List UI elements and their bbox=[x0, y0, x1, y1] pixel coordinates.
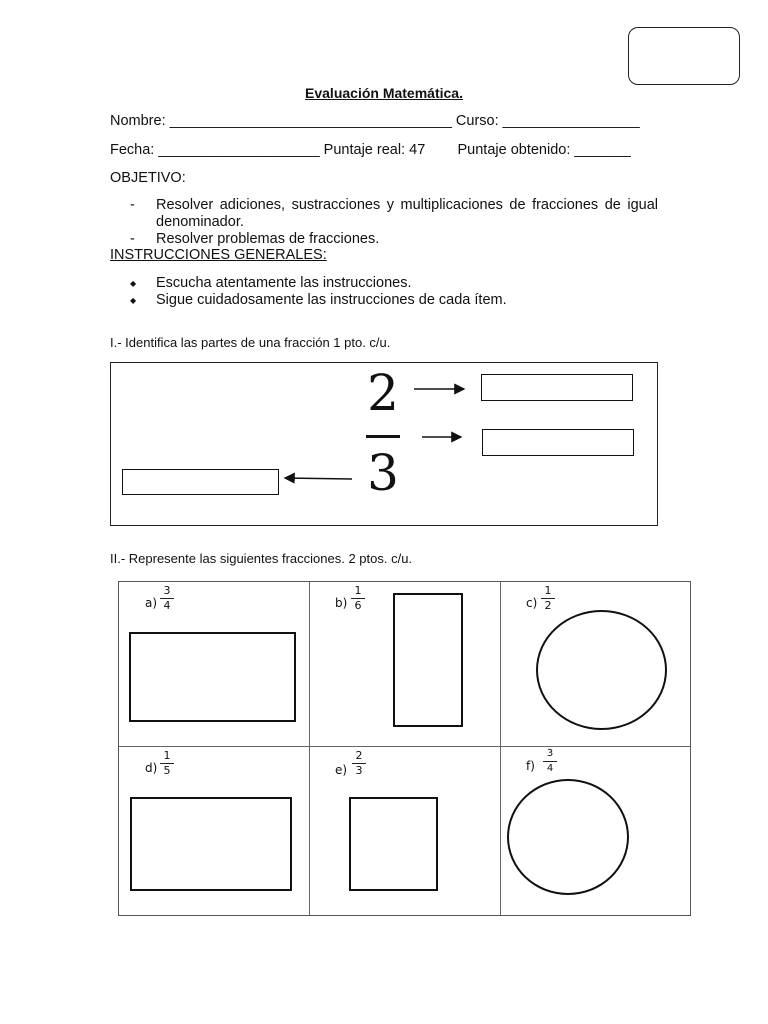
square-shape[interactable] bbox=[349, 797, 438, 891]
circle-shape[interactable] bbox=[536, 610, 667, 730]
dash-marker: - bbox=[130, 231, 135, 247]
curso-field[interactable]: _________________ bbox=[502, 113, 640, 129]
fraction-den: 4 bbox=[163, 599, 171, 612]
grid-cell-b bbox=[310, 582, 500, 746]
fraction-num: 1 bbox=[544, 584, 552, 597]
puntaje-obtenido-label: Puntaje obtenido: bbox=[425, 142, 575, 158]
grid-cell-c bbox=[501, 582, 691, 746]
item-label: e) bbox=[335, 763, 348, 777]
curso-label: Curso: bbox=[451, 113, 503, 129]
item-label: c) bbox=[526, 596, 538, 610]
instrucciones-item-text: Escucha atentamente las instrucciones. bbox=[156, 275, 412, 291]
nombre-label: Nombre: bbox=[110, 113, 170, 129]
section-1-heading: I.- Identifica las partes de una fracción 1 pto. c/u. bbox=[110, 335, 391, 350]
instrucciones-item-text: Sigue cuidadosamente las instrucciones de cada ítem. bbox=[156, 292, 507, 308]
diamond-bullet-icon: ◆ bbox=[130, 296, 137, 305]
denominator-answer-box[interactable] bbox=[122, 469, 279, 495]
item-fraction bbox=[160, 750, 174, 777]
fraction-num: 3 bbox=[546, 748, 554, 759]
fraction-num: 1 bbox=[163, 749, 171, 762]
rectangle-shape[interactable] bbox=[130, 797, 292, 891]
bar-answer-box[interactable] bbox=[482, 429, 634, 456]
fraction-den: 3 bbox=[355, 764, 363, 777]
item-fraction bbox=[541, 585, 555, 612]
objetivo-heading: OBJETIVO: bbox=[110, 170, 186, 186]
item-label: b) bbox=[335, 596, 348, 610]
puntaje-real: Puntaje real: 47 bbox=[319, 142, 426, 158]
grid-cell-d bbox=[119, 747, 309, 915]
fraction-num: 1 bbox=[354, 584, 362, 597]
item-fraction bbox=[160, 585, 174, 612]
fraction-den: 5 bbox=[163, 764, 171, 777]
item-label: d) bbox=[145, 761, 158, 775]
item-label: a) bbox=[145, 596, 158, 610]
dash-marker: - bbox=[130, 197, 135, 213]
fraction-den: 2 bbox=[544, 599, 552, 612]
fraction-num: 2 bbox=[355, 749, 363, 762]
item-fraction bbox=[352, 750, 366, 777]
numerator-answer-box[interactable] bbox=[481, 374, 633, 401]
nombre-field[interactable]: ___________________________________ bbox=[169, 113, 452, 129]
circle-shape[interactable] bbox=[507, 779, 629, 895]
fraction-denominator: 3 bbox=[367, 444, 399, 502]
puntaje-obtenido-field[interactable]: _______ bbox=[574, 142, 631, 158]
instrucciones-heading: INSTRUCCIONES GENERALES: bbox=[110, 247, 327, 263]
diamond-bullet-icon: ◆ bbox=[130, 279, 137, 288]
item-fraction bbox=[543, 748, 557, 775]
item-label: f) bbox=[526, 759, 535, 773]
grid-cell-f bbox=[501, 747, 691, 915]
denominator-arrow-icon bbox=[285, 478, 352, 479]
section-2-heading: II.- Represente las siguientes fracciones. 2 ptos. c/u. bbox=[110, 551, 413, 566]
fraction-numerator: 2 bbox=[367, 364, 399, 422]
page-title: Evaluación Matemática. bbox=[305, 85, 463, 101]
fraction-num: 3 bbox=[163, 584, 171, 597]
fecha-label: Fecha: bbox=[110, 142, 159, 158]
objetivo-item-text: Resolver problemas de fracciones. bbox=[156, 231, 380, 247]
item-fraction bbox=[351, 585, 365, 612]
rectangle-shape[interactable] bbox=[129, 632, 296, 722]
objetivo-item-text: Resolver adiciones, sustracciones y multiplicaciones de fracciones de igual denominador. bbox=[156, 197, 658, 230]
tall-rectangle-shape[interactable] bbox=[393, 593, 463, 727]
fraction-den: 4 bbox=[546, 763, 554, 774]
fecha-field[interactable]: ____________________ bbox=[158, 142, 320, 158]
fractions-grid bbox=[118, 581, 691, 916]
grid-cell-e bbox=[310, 747, 500, 915]
fraction-den: 6 bbox=[354, 599, 362, 612]
grid-cell-a bbox=[119, 582, 309, 746]
